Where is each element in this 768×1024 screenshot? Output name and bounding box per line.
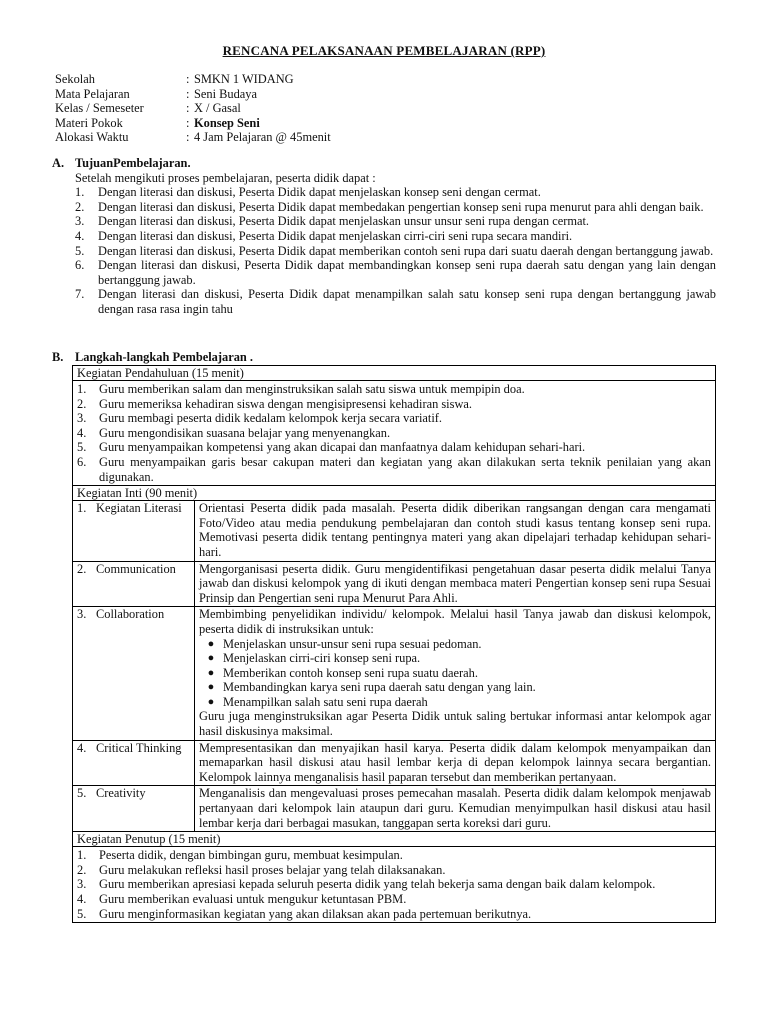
info-key: Mata Pelajaran xyxy=(55,86,130,101)
list-item xyxy=(77,411,711,426)
activity-number: 2. xyxy=(77,561,87,576)
item-text: Dengan literasi dan diskusi, Peserta Didik dapat menjelaskan unsur unsur seni rupa dengan cermat. xyxy=(98,214,590,229)
item-text: Guru memeriksa kehadiran siswa dengan mengisipresensi kehadiran siswa. xyxy=(99,396,472,411)
item-number: 6. xyxy=(75,258,85,273)
activity-label xyxy=(73,741,195,786)
list-item xyxy=(52,214,716,229)
activity-label xyxy=(73,501,195,560)
item-number: 1. xyxy=(77,382,87,396)
activity-name: Communication xyxy=(96,561,176,576)
identity-block xyxy=(55,72,715,145)
item-number: 2. xyxy=(75,199,85,214)
item-text: Guru memberikan evaluasi untuk mengukur ketuntasan PBM. xyxy=(99,892,407,906)
info-row-subject xyxy=(55,87,715,102)
bullet-text: Menjelaskan cirri-ciri konsep seni rupa. xyxy=(223,651,421,666)
activity-description: Mempresentasikan dan menyajikan hasil karya. Peserta didik dalam kelompok menyampaikan dan memaparkan hasil diskusi atau hasil lembar kerja di depan kelompok lainnya secara bergantian. Kelompok lainnya menganalisis hasil paparan tersebut dan memberikan pertanyaan. xyxy=(199,740,711,784)
bullet-icon: ● xyxy=(207,695,215,708)
item-number: 5. xyxy=(77,906,87,921)
bullet-icon: ● xyxy=(207,637,215,650)
bullet-text: Menjelaskan unsur-unsur seni rupa sesuai pedoman. xyxy=(223,636,482,651)
section-objectives xyxy=(52,156,716,317)
bullet-item xyxy=(199,637,711,652)
info-colon: : xyxy=(186,115,190,130)
bullet-icon: ● xyxy=(207,681,215,694)
instruction-bullets xyxy=(199,637,711,710)
list-item xyxy=(52,185,716,200)
activity-number: 5. xyxy=(77,786,87,801)
info-key: Alokasi Waktu xyxy=(55,130,129,145)
activity-description: Mengorganisasi peserta didik. Guru mengidentifikasi pengetahuan dasar peserta didik melalui Tanya jawab dan diskusi kelompok yang di ikuti dengan membaca materi Pengertian konsep seni rupa Sesuai Prinsip dan Pengertian seni rupa Menurut Para Ahli. xyxy=(199,561,711,605)
activity-description: Orientasi Peserta didik pada masalah. Peserta didik diberikan rangsangan dengan cara mengamati Foto/Video atau media pendukung pembelajaran dan contoh studi kasus tentang konsep seni rupa. Memotivasi peserta didik tentang pentingnya materi yang akan dipelajari terhadap kehidupan sehari-hari. xyxy=(199,501,711,559)
section-number: B. xyxy=(52,350,64,364)
item-text: Guru menyampaikan garis besar cakupan materi dan kegiatan yang akan dilakukan serta teknik penilaian yang akan digunakan. xyxy=(99,454,711,484)
info-key: Kelas / Semeseter xyxy=(55,101,144,116)
item-number: 5. xyxy=(75,243,85,258)
item-text: Dengan literasi dan diskusi, Peserta Didik dapat memberikan contoh seni rupa dari suatu daerah dengan bertanggung jawab. xyxy=(98,243,714,258)
list-item xyxy=(77,455,711,484)
info-colon: : xyxy=(186,72,190,86)
item-text: Guru memberikan salam dan menginstruksikan salah satu siswa untuk mempipin doa. xyxy=(99,382,525,396)
list-item xyxy=(52,200,716,215)
list-item xyxy=(52,229,716,244)
item-number: 3. xyxy=(77,877,87,892)
item-text: Guru menginformasikan kegiatan yang akan dilaksan akan pada pertemuan berikutnya. xyxy=(99,906,532,921)
item-number: 4. xyxy=(75,228,85,243)
activity-row-critical-thinking xyxy=(73,741,715,787)
item-number: 3. xyxy=(77,411,87,426)
phase-header-opening: Kegiatan Pendahuluan (15 menit) xyxy=(73,366,715,381)
bullet-text: Menampilkan salah satu seni rupa daerah xyxy=(223,694,428,709)
list-item xyxy=(52,287,716,316)
activity-label xyxy=(73,607,195,739)
list-item xyxy=(77,848,711,863)
item-text: Peserta didik, dengan bimbingan guru, membuat kesimpulan. xyxy=(99,848,403,863)
info-value: Konsep Seni xyxy=(194,115,260,130)
list-item xyxy=(77,863,711,878)
item-number: 6. xyxy=(77,454,87,469)
item-number: 4. xyxy=(77,425,87,440)
phase-header-core: Kegiatan Inti (90 menit) xyxy=(73,486,715,501)
activity-number: 4. xyxy=(77,740,87,755)
info-row-school xyxy=(55,72,715,87)
item-number: 5. xyxy=(77,440,87,455)
item-text: Dengan literasi dan diskusi, Peserta Didik dapat membedakan pengertian konsep seni rupa menurut para ahli dengan baik. xyxy=(98,199,704,214)
steps-table xyxy=(72,365,716,923)
bullet-item xyxy=(199,651,711,666)
info-key: Materi Pokok xyxy=(55,115,123,130)
closing-activities xyxy=(73,847,715,922)
activity-row-collaboration xyxy=(73,607,715,740)
bullet-icon: ● xyxy=(207,652,215,665)
activity-name: Collaboration xyxy=(96,607,165,622)
list-item xyxy=(77,892,711,907)
section-title: TujuanPembelajaran. xyxy=(75,156,191,170)
activity-description xyxy=(195,607,715,739)
info-row-class xyxy=(55,101,715,116)
item-number: 2. xyxy=(77,396,87,411)
info-value: Seni Budaya xyxy=(194,86,257,101)
info-value: 4 Jam Pelajaran @ 45menit xyxy=(194,130,331,145)
activity-label xyxy=(73,562,195,607)
list-item xyxy=(77,426,711,441)
section-number: A. xyxy=(52,156,65,170)
info-value: SMKN 1 WIDANG xyxy=(194,72,294,86)
item-number: 1. xyxy=(77,848,87,863)
activity-row-creativity xyxy=(73,786,715,832)
document-title: RENCANA PELAKSANAAN PEMBELAJARAN (RPP) xyxy=(222,43,546,58)
activity-name: Kegiatan Literasi xyxy=(96,501,182,516)
phase-header-closing: Kegiatan Penutup (15 menit) xyxy=(73,832,715,847)
section-lead: Setelah mengikuti proses pembelajaran, peserta didik dapat : xyxy=(75,170,376,185)
list-item xyxy=(77,397,711,412)
list-item xyxy=(77,440,711,455)
item-text: Dengan literasi dan diskusi, Peserta Didik dapat menjelaskan cirri-ciri seni rupa secara mandiri. xyxy=(98,228,573,243)
info-colon: : xyxy=(186,130,190,145)
bullet-icon: ● xyxy=(207,666,215,679)
list-item xyxy=(77,382,711,397)
item-number: 2. xyxy=(77,862,87,877)
activity-name: Creativity xyxy=(96,786,146,801)
info-colon: : xyxy=(186,101,190,116)
list-item xyxy=(77,877,711,892)
bullet-item xyxy=(199,695,711,710)
activity-number: 3. xyxy=(77,607,87,622)
item-number: 1. xyxy=(75,185,85,200)
info-row-topic xyxy=(55,116,715,131)
item-number: 7. xyxy=(75,287,85,302)
opening-activities xyxy=(73,381,715,486)
info-row-time xyxy=(55,130,715,145)
item-text: Dengan literasi dan diskusi, Peserta Didik dapat membandingkan konsep seni rupa daerah satu dengan yang lain dengan bertanggung jawab. xyxy=(98,258,716,287)
bullet-item xyxy=(199,666,711,681)
activity-description: Menganalisis dan mengevaluasi proses pemecahan masalah. Peserta didik dalam kelompok menjawab pertanyaan dari kelompok lain ataupun dari guru. Kemudian menyimpulkan hasil diskusi atau hasil lembar kerja dari berbagai masukan, tanggapan serta koreksi dari guru. xyxy=(199,786,711,830)
activity-closing: Guru juga menginstruksikan agar Peserta Didik untuk saling bertukar informasi antar kelompok agar hasil diskusinya maksimal. xyxy=(199,709,711,739)
item-text: Guru memberikan apresiasi kepada seluruh peserta didik yang telah bekerja sama dengan baik dalam kelompok. xyxy=(99,877,656,892)
activity-label xyxy=(73,786,195,831)
bullet-text: Memberikan contoh konsep seni rupa suatu daerah. xyxy=(223,665,478,680)
item-text: Dengan literasi dan diskusi, Peserta Didik dapat menjelaskan konsep seni dengan cermat. xyxy=(98,185,541,200)
activity-intro: Membimbing penyelidikan individu/ kelompok. Melalui hasil Tanya jawab dan diskusi kelompok, peserta didik di instruksikan untuk: xyxy=(199,607,711,636)
activity-name: Critical Thinking xyxy=(96,740,182,755)
activity-number: 1. xyxy=(77,501,87,516)
activity-row-literacy xyxy=(73,501,715,561)
item-text: Guru membagi peserta didik kedalam kelompok kerja secara variatif. xyxy=(99,411,443,426)
item-text: Guru mengondisikan suasana belajar yang menyenangkan. xyxy=(99,425,391,440)
item-text: Guru melakukan refleksi hasil proses belajar yang telah dilaksanakan. xyxy=(99,862,446,877)
bullet-text: Membandingkan karya seni rupa daerah satu dengan yang lain. xyxy=(223,680,536,695)
item-text: Dengan literasi dan diskusi, Peserta Didik dapat menampilkan salah satu konsep seni rupa dengan bertanggung jawab dengan rasa rasa ingin tahu xyxy=(98,287,716,316)
list-item xyxy=(77,907,711,922)
item-number: 4. xyxy=(77,892,87,906)
item-text: Guru menyampaikan kompetensi yang akan dicapai dan manfaatnya dalam kehidupan sehari-hari. xyxy=(99,440,586,455)
info-key: Sekolah xyxy=(55,72,95,86)
section-title: Langkah-langkah Pembelajaran . xyxy=(75,350,253,364)
activity-row-communication xyxy=(73,562,715,608)
list-item xyxy=(52,258,716,287)
info-value: X / Gasal xyxy=(194,101,241,116)
item-number: 3. xyxy=(75,214,85,229)
list-item xyxy=(52,244,716,259)
info-colon: : xyxy=(186,86,190,101)
section-heading xyxy=(52,350,716,365)
bullet-item xyxy=(199,680,711,695)
section-steps xyxy=(52,350,716,365)
section-heading xyxy=(52,156,716,171)
objectives-list xyxy=(52,185,716,316)
